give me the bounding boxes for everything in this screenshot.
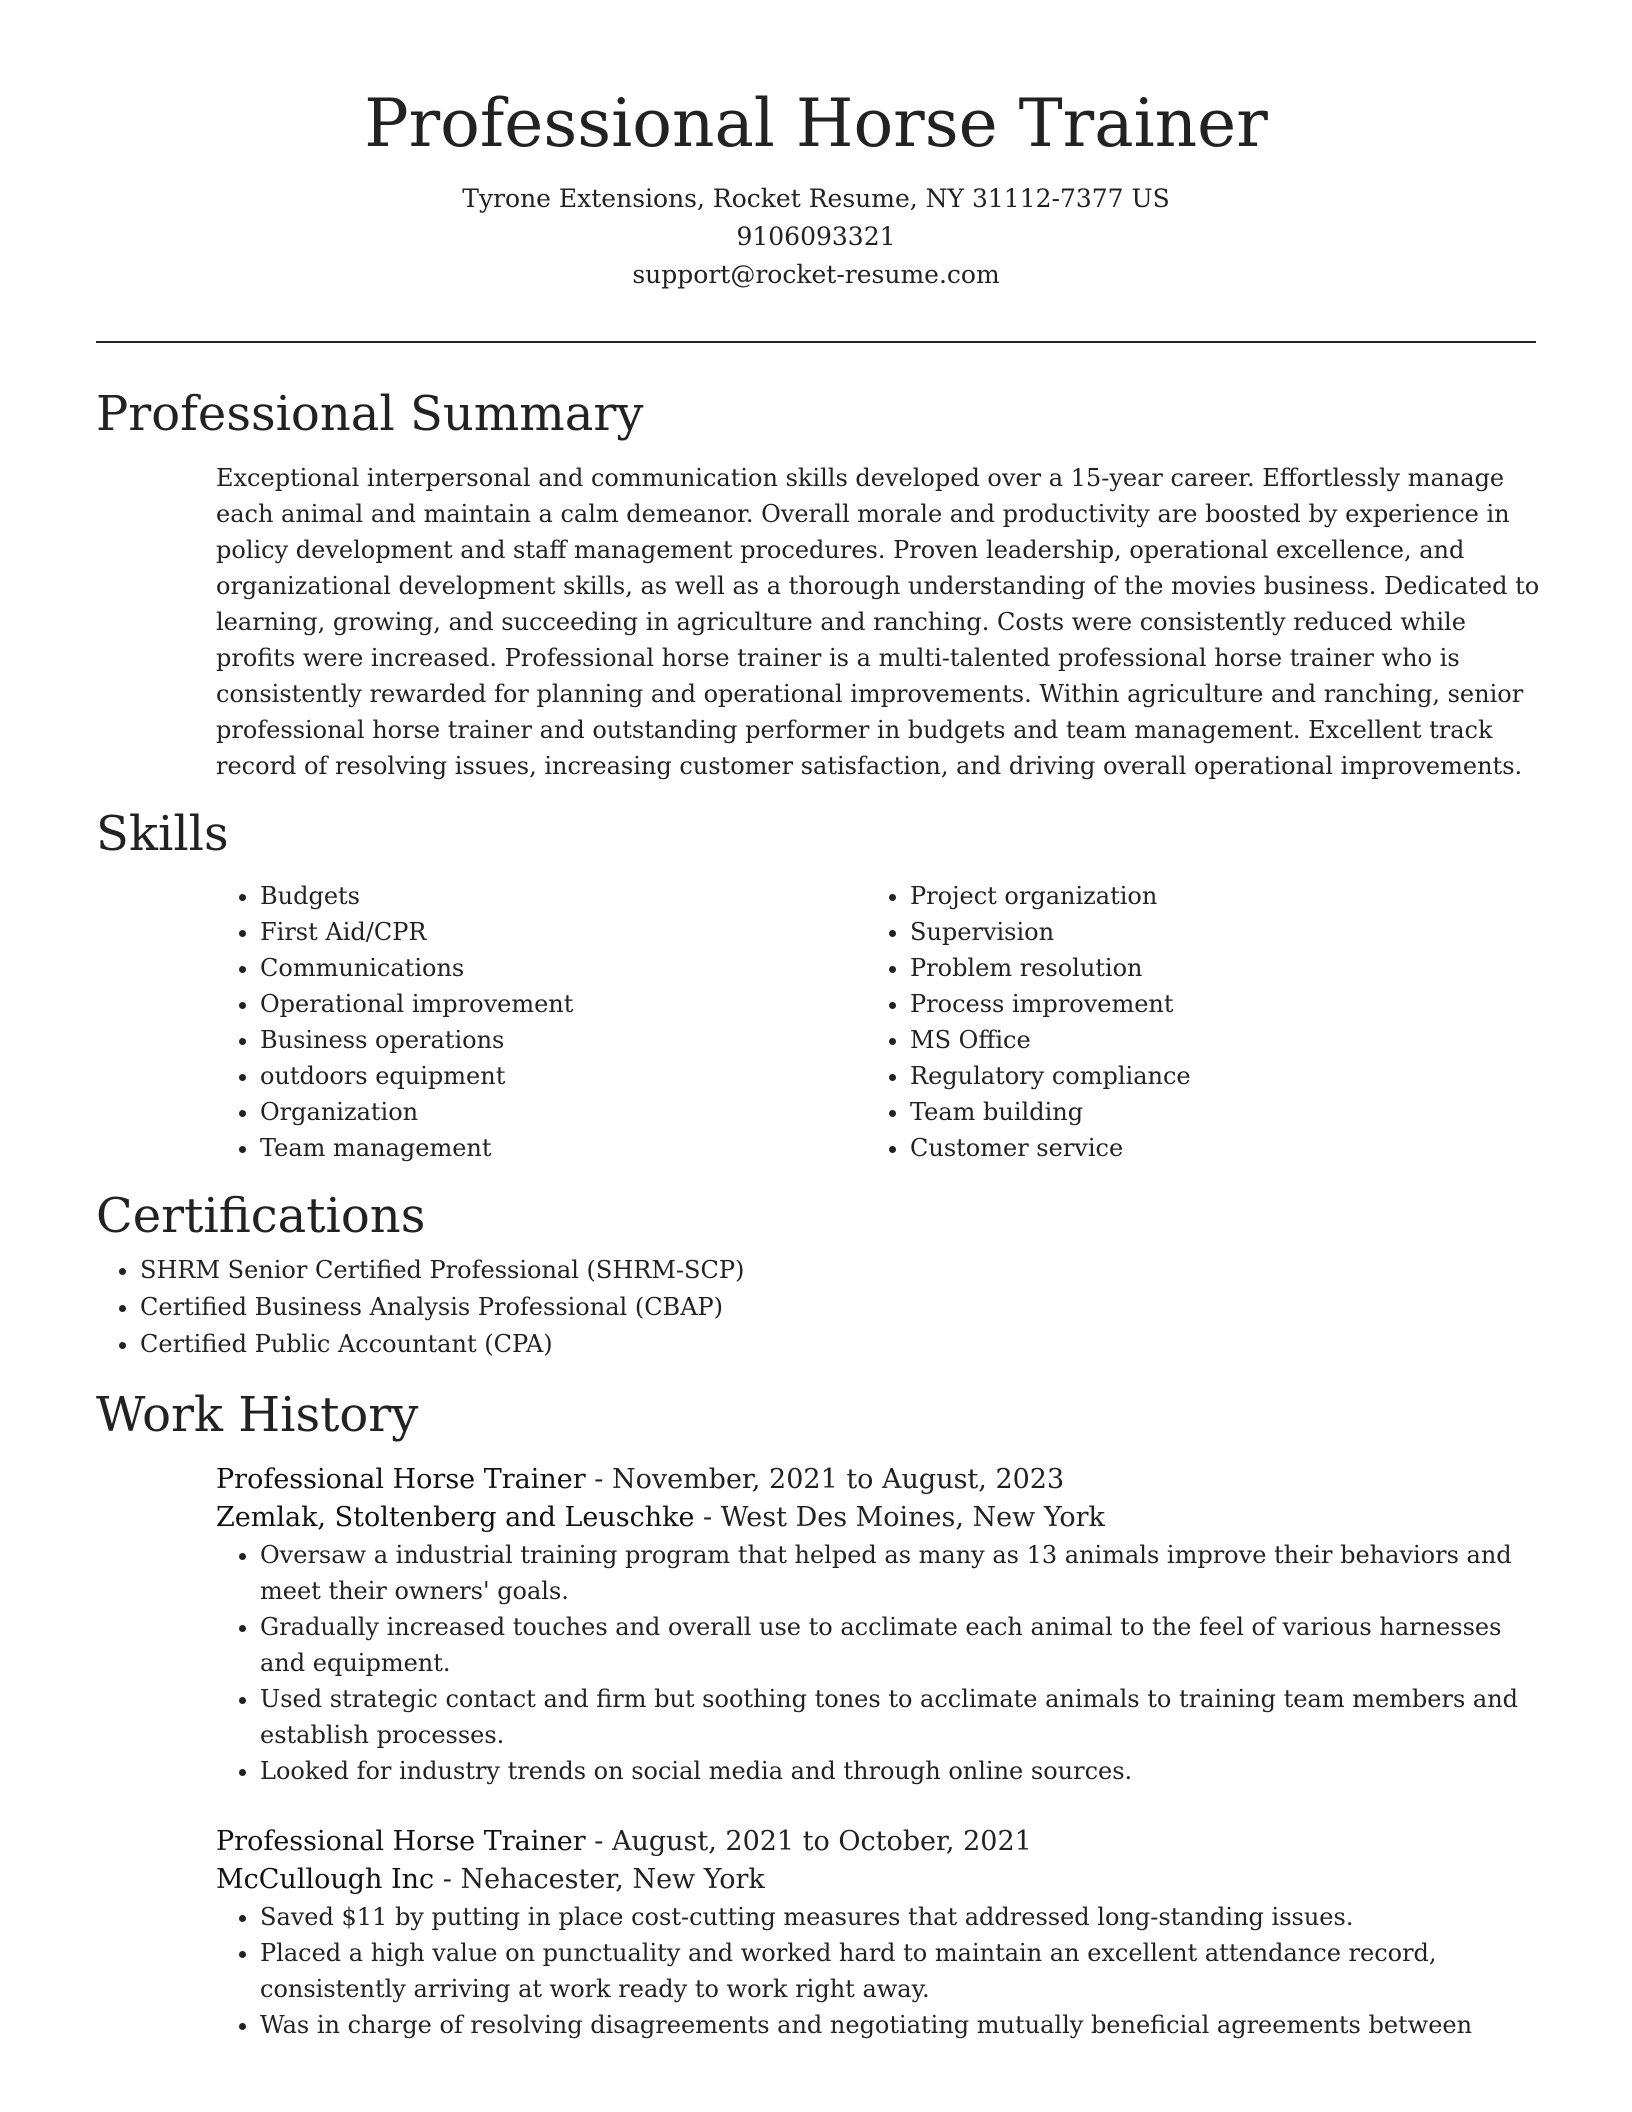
certification-item: • SHRM Senior Certified Professional (SHRM-SCP) xyxy=(140,1252,1536,1289)
contact-email: support@rocket-resume.com xyxy=(632,260,1000,289)
header-divider xyxy=(96,341,1536,343)
resume-header xyxy=(0,0,1632,294)
job-bullet: • Was in charge of resolving disagreements and negotiating mutually beneficial agreements between xyxy=(260,2007,1536,2043)
job-bullet: • Looked for industry trends on social media and through online sources. xyxy=(260,1753,1536,1789)
job-bullet: • Gradually increased touches and overall use to acclimate each animal to the feel of various harnesses and equipment. xyxy=(260,1609,1536,1681)
summary-text: Exceptional interpersonal and communication skills developed over a 15-year career. Effortlessly manage each animal and maintain a calm demeanor. Overall morale and productivity are boosted by experience in policy development and staff management procedures. Proven leadership, operational excellence, and organizational development skills, as well as a thorough understanding of the movies business. Dedicated to learning, growing, and succeeding in agriculture and ranching. Costs were consistently reduced while profits were increased. Professional horse trainer is a multi-talented professional horse trainer who is consistently rewarded for planning and operational improvements. Within agriculture and ranching, senior professional horse trainer and outstanding performer in budgets and team management. Excellent track record of resolving issues, increasing customer satisfaction, and driving overall operational improvements. xyxy=(216,464,1540,780)
job-location: West Des Moines, New York xyxy=(720,1502,1105,1533)
job-title-line xyxy=(216,1823,1536,1861)
separator: - xyxy=(434,1864,461,1895)
job-dates: August, 2021 to October, 2021 xyxy=(611,1826,1032,1857)
skills-column-left xyxy=(216,878,866,1166)
job-company: Zemlak, Stoltenberg and Leuschke xyxy=(216,1502,695,1533)
skill-item: • Problem resolution xyxy=(910,950,1516,986)
contact-phone: 9106093321 xyxy=(736,222,896,251)
job-entry xyxy=(216,1823,1536,2043)
work-history-heading: Work History xyxy=(96,1387,419,1443)
skill-item: • Process improvement xyxy=(910,986,1516,1022)
job-dates: November, 2021 to August, 2023 xyxy=(611,1464,1065,1495)
certification-item: • Certified Business Analysis Professional (CBAP) xyxy=(140,1289,1536,1326)
skill-item: • Business operations xyxy=(260,1022,866,1058)
job-bullets xyxy=(216,1537,1536,1789)
certifications-list xyxy=(96,1252,1536,1363)
job-title-line xyxy=(216,1461,1536,1499)
resume-name: Professional Horse Trainer xyxy=(364,85,1268,162)
skill-item: • Budgets xyxy=(260,878,866,914)
skill-item: • Regulatory compliance xyxy=(910,1058,1516,1094)
job-bullets xyxy=(216,1899,1536,2043)
summary-heading: Professional Summary xyxy=(96,386,644,442)
skill-item: • Supervision xyxy=(910,914,1516,950)
skills-columns xyxy=(216,878,1536,1166)
contact-block xyxy=(0,180,1632,294)
skills-column-right xyxy=(866,878,1516,1166)
job-bullet: • Saved $11 by putting in place cost-cutting measures that addressed long-standing issues. xyxy=(260,1899,1536,1935)
skill-item: • Customer service xyxy=(910,1130,1516,1166)
skill-item: • Team building xyxy=(910,1094,1516,1130)
job-bullet: • Oversaw a industrial training program that helped as many as 13 animals improve their behaviors and meet their owners' goals. xyxy=(260,1537,1536,1609)
job-role: Professional Horse Trainer xyxy=(216,1826,586,1857)
job-bullet: • Placed a high value on punctuality and worked hard to maintain an excellent attendance record, consistently arriving at work ready to work right away. xyxy=(260,1935,1536,2007)
job-bullet: • Used strategic contact and firm but soothing tones to acclimate animals to training team members and establish processes. xyxy=(260,1681,1536,1753)
skill-item: • Communications xyxy=(260,950,866,986)
skill-item: • MS Office xyxy=(910,1022,1516,1058)
skill-item: • Team management xyxy=(260,1130,866,1166)
skill-item: • First Aid/CPR xyxy=(260,914,866,950)
certifications-heading: Certifications xyxy=(96,1188,426,1244)
skills-heading: Skills xyxy=(96,806,229,862)
skill-item: • Project organization xyxy=(910,878,1516,914)
job-entry xyxy=(216,1461,1536,1789)
skill-item: • outdoors equipment xyxy=(260,1058,866,1094)
certification-item: • Certified Public Accountant (CPA) xyxy=(140,1326,1536,1363)
job-company: McCullough Inc xyxy=(216,1864,435,1895)
contact-address: Tyrone Extensions, Rocket Resume, NY 31112-7377 US xyxy=(462,184,1170,213)
resume-body xyxy=(96,378,1540,2043)
job-location: Nehacester, New York xyxy=(460,1864,765,1895)
skill-item: • Organization xyxy=(260,1094,866,1130)
separator: - xyxy=(694,1502,721,1533)
job-role: Professional Horse Trainer xyxy=(216,1464,586,1495)
separator: - xyxy=(585,1464,612,1495)
job-company-line xyxy=(216,1499,1536,1537)
skill-item: • Operational improvement xyxy=(260,986,866,1022)
job-company-line xyxy=(216,1861,1536,1899)
separator: - xyxy=(585,1826,612,1857)
